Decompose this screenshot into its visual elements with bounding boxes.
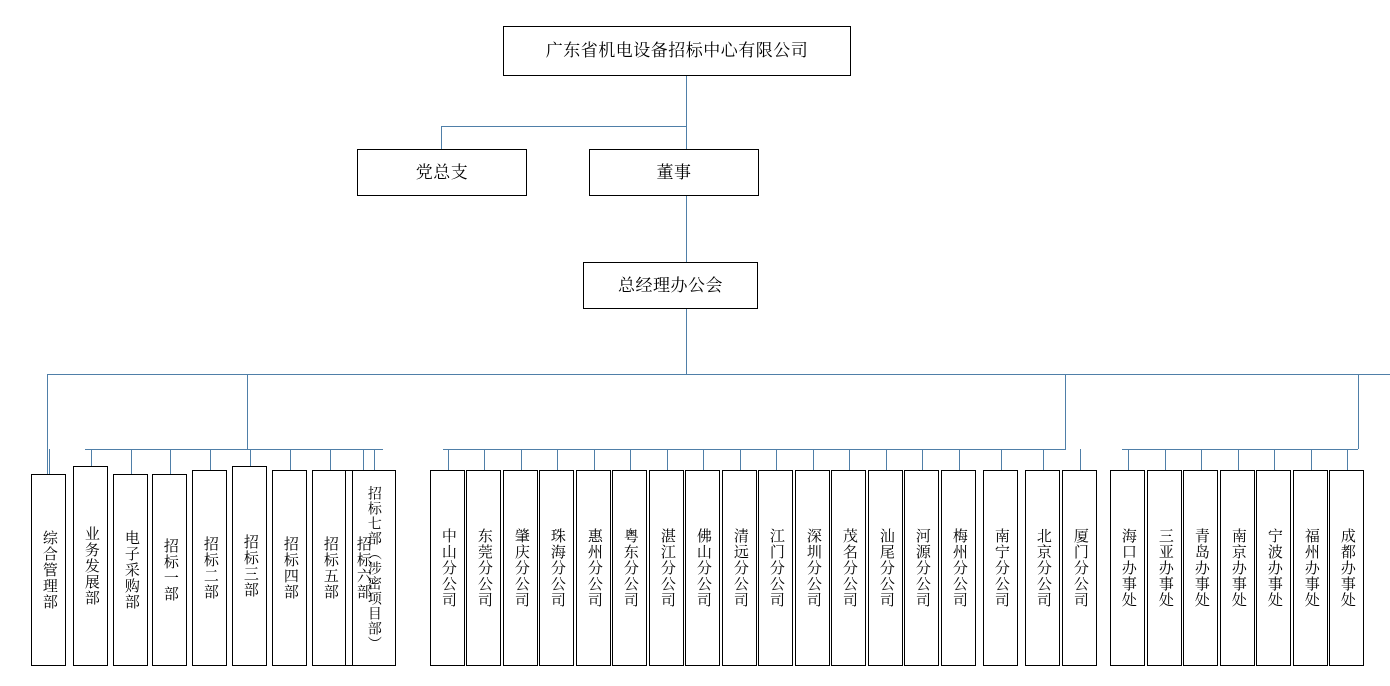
connector-stub xyxy=(49,449,50,474)
node-branch[interactable] xyxy=(612,470,647,666)
connector-stub xyxy=(630,449,631,470)
connector-to-director xyxy=(686,126,687,149)
connector-office-bus xyxy=(1122,449,1358,450)
connector-stub xyxy=(131,449,132,474)
node-branch[interactable] xyxy=(868,470,903,666)
node-department-label: 招标三部 xyxy=(241,534,259,598)
node-party-branch[interactable] xyxy=(357,149,527,196)
connector-stub xyxy=(1043,449,1044,470)
node-department[interactable] xyxy=(113,474,148,666)
node-department-label: 招标四部 xyxy=(281,536,299,600)
node-department[interactable] xyxy=(73,466,108,666)
node-gm-office[interactable] xyxy=(583,262,758,309)
node-department[interactable] xyxy=(312,470,347,666)
connector-gm-down xyxy=(686,309,687,374)
node-department[interactable] xyxy=(192,470,227,666)
node-department-label: 综合管理部 xyxy=(40,530,58,610)
node-department[interactable] xyxy=(152,474,187,666)
connector-dept-group-mid xyxy=(247,374,248,449)
node-branch-label: 中山分公司 xyxy=(439,528,457,608)
connector-stub xyxy=(448,449,449,470)
connector-stub xyxy=(813,449,814,470)
node-branch[interactable] xyxy=(430,470,465,666)
connector-root-down xyxy=(686,76,687,126)
connector-stub xyxy=(959,449,960,470)
node-root[interactable] xyxy=(503,26,851,76)
connector-to-party-branch xyxy=(441,126,442,149)
node-branch-label: 汕尾分公司 xyxy=(877,528,895,608)
node-branch-label: 粤东分公司 xyxy=(621,528,639,608)
node-branch-label: 湛江分公司 xyxy=(658,528,676,608)
node-branch-label: 佛山分公司 xyxy=(694,528,712,608)
connector-stub xyxy=(667,449,668,470)
connector-main-bus-right xyxy=(686,374,1390,375)
node-branch-label: 厦门分公司 xyxy=(1071,528,1089,608)
node-branch-label: 南宁分公司 xyxy=(992,528,1010,608)
connector-level2-bus xyxy=(441,126,687,127)
connector-stub xyxy=(703,449,704,470)
node-branch-label: 惠州分公司 xyxy=(585,528,603,608)
node-branch[interactable] xyxy=(758,470,793,666)
node-branch-label: 茂名分公司 xyxy=(840,528,858,608)
node-office[interactable] xyxy=(1256,470,1291,666)
connector-stub xyxy=(1001,449,1002,470)
node-branch-label: 肇庆分公司 xyxy=(512,528,530,608)
node-department-label: 招标六部 xyxy=(354,536,372,600)
connector-stub xyxy=(557,449,558,470)
node-office[interactable] xyxy=(1220,470,1255,666)
node-branch-label: 东莞分公司 xyxy=(475,528,493,608)
node-department-label: 电子采购部 xyxy=(122,530,140,610)
connector-dept-group-left xyxy=(47,374,48,474)
node-department[interactable] xyxy=(31,474,66,666)
node-gm-office-label: 总经理办公会 xyxy=(618,275,723,295)
connector-stub xyxy=(290,449,291,470)
node-branch-label: 北京分公司 xyxy=(1034,528,1052,608)
node-branch-label: 清远分公司 xyxy=(731,528,749,608)
connector-stub xyxy=(1165,449,1166,470)
connector-stub xyxy=(210,449,211,470)
connector-stub xyxy=(330,449,331,470)
connector-stub xyxy=(1274,449,1275,470)
node-office[interactable] xyxy=(1293,470,1328,666)
connector-stub xyxy=(776,449,777,470)
connector-stub xyxy=(922,449,923,470)
node-branch[interactable] xyxy=(539,470,574,666)
node-department[interactable] xyxy=(272,470,307,666)
node-party-branch-label: 党总支 xyxy=(415,162,469,182)
node-office[interactable] xyxy=(1110,470,1145,666)
connector-stub xyxy=(1347,449,1348,470)
connector-stub xyxy=(374,449,375,470)
node-branch[interactable] xyxy=(941,470,976,666)
connector-stub xyxy=(521,449,522,470)
node-office-label: 青岛办事处 xyxy=(1192,528,1210,608)
node-office-label: 宁波办事处 xyxy=(1265,528,1283,608)
node-office-label: 海口办事处 xyxy=(1119,528,1137,608)
connector-stub xyxy=(1311,449,1312,470)
node-department-label: 业务发展部 xyxy=(82,526,100,606)
node-department-label: 招标一部 xyxy=(161,538,179,602)
connector-stub xyxy=(1128,449,1129,470)
node-office-label: 成都办事处 xyxy=(1338,528,1356,608)
node-branch[interactable] xyxy=(685,470,720,666)
node-branch[interactable] xyxy=(983,470,1018,666)
connector-stub xyxy=(250,449,251,466)
node-branch[interactable] xyxy=(831,470,866,666)
node-root-label: 广东省机电设备招标中心有限公司 xyxy=(545,41,809,61)
node-department-label: 招标五部 xyxy=(321,536,339,600)
node-branch[interactable] xyxy=(576,470,611,666)
node-branch[interactable] xyxy=(649,470,684,666)
node-branch-label: 深圳分公司 xyxy=(804,528,822,608)
connector-stub xyxy=(849,449,850,470)
node-branch-label: 珠海分公司 xyxy=(548,528,566,608)
node-office-label: 南京办事处 xyxy=(1229,528,1247,608)
node-branch-label: 河源分公司 xyxy=(913,528,931,608)
node-branch[interactable] xyxy=(466,470,501,666)
connector-branch-group-drop xyxy=(1065,374,1066,449)
connector-director-to-gm xyxy=(686,196,687,262)
node-office-label: 三亚办事处 xyxy=(1156,528,1174,608)
connector-stub xyxy=(91,449,92,466)
connector-stub xyxy=(886,449,887,470)
node-department-label: 招标二部 xyxy=(201,536,219,600)
connector-stub xyxy=(170,449,171,474)
connector-branch-bus xyxy=(443,449,1066,450)
node-office[interactable] xyxy=(1183,470,1218,666)
node-office[interactable] xyxy=(1147,470,1182,666)
node-director[interactable] xyxy=(589,149,759,196)
connector-stub xyxy=(484,449,485,470)
connector-stub xyxy=(594,449,595,470)
node-branch[interactable] xyxy=(503,470,538,666)
node-branch[interactable] xyxy=(1062,470,1097,666)
node-branch[interactable] xyxy=(722,470,757,666)
connector-stub xyxy=(1201,449,1202,470)
connector-stub xyxy=(363,449,364,470)
node-branch-label: 江门分公司 xyxy=(767,528,785,608)
connector-stub xyxy=(740,449,741,470)
node-department[interactable] xyxy=(232,466,267,666)
connector-office-group-drop xyxy=(1358,374,1359,449)
connector-stub xyxy=(1080,449,1081,470)
node-branch[interactable] xyxy=(904,470,939,666)
connector-dept-sub-bus xyxy=(85,449,383,450)
node-office-label: 福州办事处 xyxy=(1302,528,1320,608)
node-branch-label: 梅州分公司 xyxy=(950,528,968,608)
node-branch[interactable] xyxy=(795,470,830,666)
connector-stub xyxy=(1238,449,1239,470)
node-director-label: 董事 xyxy=(656,162,692,182)
node-branch[interactable] xyxy=(1025,470,1060,666)
node-department-label: 招标七部（涉密项目部） xyxy=(366,485,383,651)
node-office[interactable] xyxy=(1329,470,1364,666)
